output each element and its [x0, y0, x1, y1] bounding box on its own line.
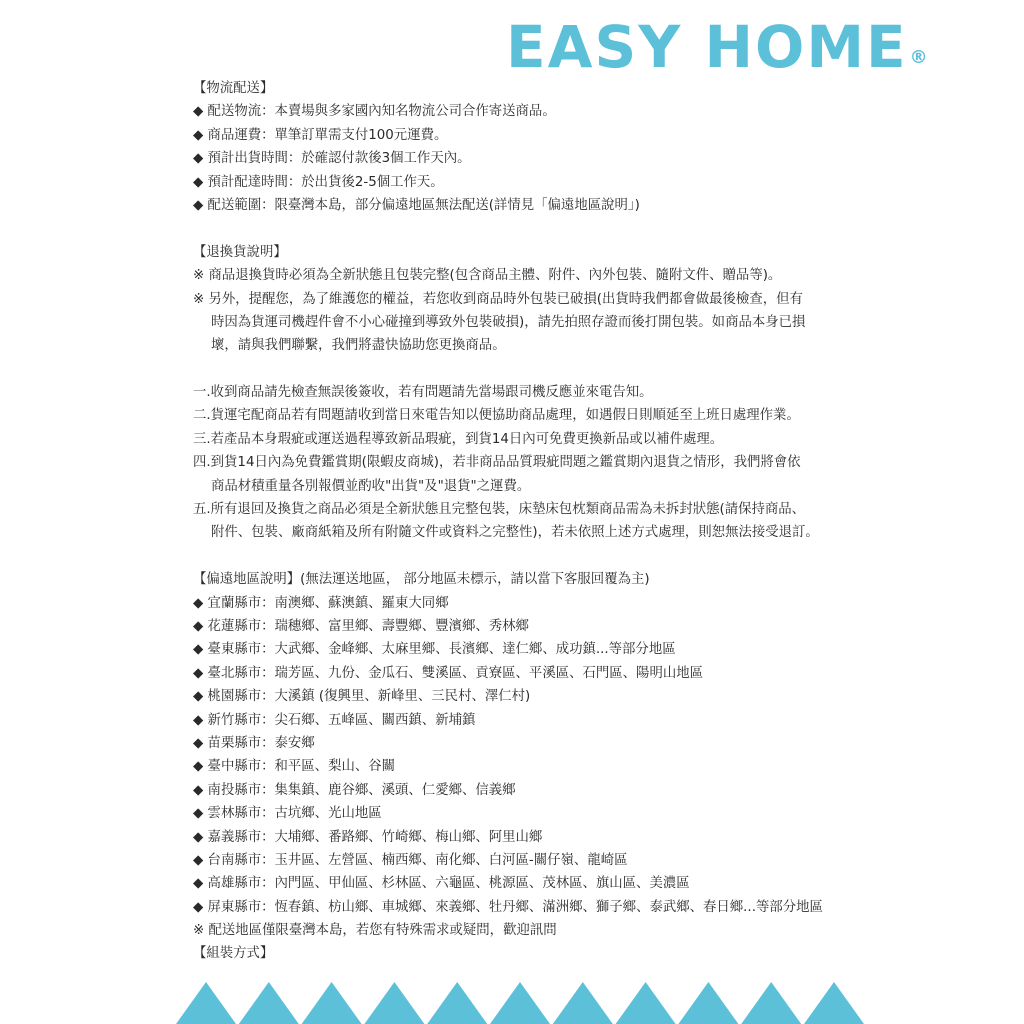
- returns-note-damage-1: ※ 另外，提醒您，為了維護您的權益，若您收到商品時外包裝已破損(出貨時我們都會做最後檢查，但有: [193, 291, 803, 307]
- shipping-item-delivery-time: ◆ 預計配達時間：於出貨後2-5個工作天。: [193, 174, 444, 190]
- remote-item-yunlin: ◆ 雲林縣市：古坑鄉、光山地區: [193, 806, 382, 822]
- returns-note-damage-2: 時因為貨運司機趕件會不小心碰撞到導致外包裝破損)，請先拍照存證而後打開包裝。如商品本身已損: [211, 314, 806, 330]
- rule-1: 一.收到商品請先檢查無誤後簽收，若有問題請先當場跟司機反應並來電告知。: [193, 385, 653, 401]
- remote-item-taoyuan: ◆ 桃園縣市：大溪鎮 (復興里、新峰里、三民村、澤仁村): [193, 689, 531, 705]
- border-triangle: [302, 982, 362, 1024]
- remote-item-chiayi: ◆ 嘉義縣市：大埔鄉、番路鄉、竹崎鄉、梅山鄉、阿里山鄉: [193, 829, 543, 845]
- remote-item-nantou: ◆ 南投縣市：集集鎮、鹿谷鄉、溪頭、仁愛鄉、信義鄉: [193, 782, 516, 798]
- returns-heading: 【退換貨說明】: [193, 244, 287, 260]
- shipping-item-fee: ◆ 商品運費：單筆訂單需支付100元運費。: [193, 127, 448, 143]
- remote-note: ※ 配送地區僅限臺灣本島，若您有特殊需求或疑問，歡迎訊問: [193, 923, 557, 939]
- remote-item-taichung: ◆ 臺中縣市：和平區、梨山、谷關: [193, 759, 396, 775]
- border-triangle: [239, 982, 299, 1024]
- remote-heading: 【偏遠地區說明】(無法運送地區， 部分地區未標示，請以當下客服回覆為主): [193, 572, 650, 588]
- remote-item-yilan: ◆ 宜蘭縣市：南澳鄉、蘇澳鎮、羅東大同鄉: [193, 595, 449, 611]
- assembly-heading: 【組裝方式】: [193, 946, 274, 962]
- shipping-heading: 【物流配送】: [193, 81, 274, 96]
- rule-4: 四.到貨14日內為免費鑑賞期(限蝦皮商城)，若非商品品質瑕疵問題之鑑賞期內退貨之情形，我們將會依: [193, 455, 801, 471]
- remote-item-miaoli: ◆ 苗栗縣市：泰安鄉: [193, 735, 315, 751]
- border-triangle: [176, 982, 236, 1024]
- shipping-item-dispatch-time: ◆ 預計出貨時間：於確認付款後3個工作天內。: [193, 151, 471, 167]
- returns-note-damage-3: 壞，請與我們聯繫，我們將盡快協助您更換商品。: [211, 338, 506, 354]
- shipping-item-method: ◆ 配送物流：本賣場與多家國內知名物流公司合作寄送商品。: [193, 104, 556, 120]
- remote-item-taitung: ◆ 臺東縣市：大武鄉、金峰鄉、太麻里鄉、長濱鄉、達仁鄉、成功鎮...等部分地區: [193, 642, 676, 658]
- remote-item-hsinchu: ◆ 新竹縣市：尖石鄉、五峰區、關西鎮、新埔鎮: [193, 712, 476, 728]
- border-triangle: [553, 982, 613, 1024]
- rule-5-continued: 附件、包裝、廠商紙箱及所有附隨文件或資料之完整性)，若未依照上述方式處理，則恕無法接受退訂。: [211, 525, 819, 541]
- spacer: [193, 217, 983, 240]
- returns-note-condition: ※ 商品退換貨時必須為全新狀態且包裝完整(包含商品主體、附件、內外包裝、隨附文件、贈品等)。: [193, 268, 782, 284]
- remote-item-taipei: ◆ 臺北縣市：瑞芳區、九份、金瓜石、雙溪區、貢寮區、平溪區、石門區、陽明山地區: [193, 665, 704, 681]
- triangle-border-decoration: [0, 976, 1024, 1024]
- spacer: [193, 358, 983, 381]
- rule-3: 三.若產品本身瑕疵或運送過程導致新品瑕疵，到貨14日內可免費更換新品或以補件處理。: [193, 431, 724, 447]
- registered-mark: ®: [909, 47, 928, 68]
- border-triangle: [427, 982, 487, 1024]
- logo-text: EASY HOME: [506, 13, 908, 81]
- border-triangle: [490, 982, 550, 1024]
- remote-item-pingtung: ◆ 屏東縣市：恆春鎮、枋山鄉、車城鄉、來義鄉、牡丹鄉、滿洲鄉、獅子鄉、泰武鄉、春日鄉...等部分地區: [193, 899, 823, 915]
- info-document: [193, 77, 983, 966]
- remote-item-kaohsiung: ◆ 高雄縣市：內門區、甲仙區、杉林區、六龜區、桃源區、茂林區、旗山區、美濃區: [193, 876, 690, 892]
- border-triangle: [616, 982, 676, 1024]
- border-triangle: [678, 982, 738, 1024]
- rule-2: 二.貨運宅配商品若有問題請收到當日來電告知以便協助商品處理，如遇假日則順延至上班日處理作業。: [193, 408, 800, 424]
- remote-item-hualien: ◆ 花蓮縣市：瑞穗鄉、富里鄉、壽豐鄉、豐濱鄉、秀林鄉: [193, 618, 529, 634]
- border-triangle: [364, 982, 424, 1024]
- border-triangle: [741, 982, 801, 1024]
- rule-4-continued: 商品材積重量各別報價並酌收"出貨"及"退貨"之運費。: [211, 478, 531, 494]
- spacer: [193, 545, 983, 568]
- rule-5: 五.所有退回及換貨之商品必須是全新狀態且完整包裝，床墊床包枕類商品需為未拆封狀態(請保持商品、: [193, 502, 806, 518]
- border-triangle: [804, 982, 864, 1024]
- remote-item-tainan: ◆ 台南縣市：玉井區、左營區、楠西鄉、南化鄉、白河區-關仔嶺、龍崎區: [193, 852, 628, 868]
- shipping-item-range: ◆ 配送範圍：限臺灣本島，部分偏遠地區無法配送(詳情見「偏遠地區說明」): [193, 197, 640, 213]
